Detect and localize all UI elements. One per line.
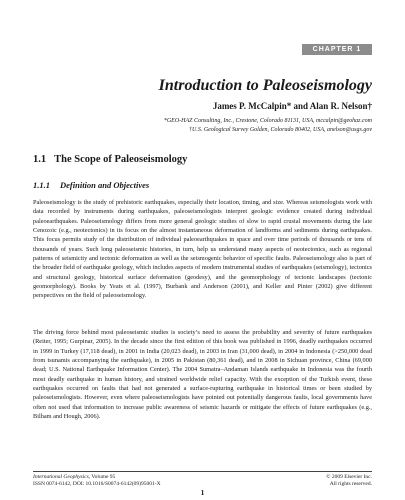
section-heading [33, 154, 187, 165]
journal-name: International Geophysics [33, 474, 89, 480]
author-line: James P. McCalpin* and Alan R. Nelson† [212, 101, 372, 111]
copyright-line: © 2009 Elsevier Inc. [326, 474, 372, 480]
journal-volume: , Volume 95 [88, 474, 116, 480]
footer-citation [33, 474, 161, 488]
body-paragraph-2: The driving force behind most paleoseismic studies is society’s need to assess the probability and severity of future earthquakes (Reiter, 1995; Gurpinar, 2005). In the decade since the first edition of this book was published in 1996, deadly earthquakes occurred in 1999 in Turkey (17,118 dead), in 2001 in India (20,023 dead), in 2003 in Iran (31,000 dead), in 2004 in Indonesia (>250,000 dead from tsunamis accompanying the earthquake), in 2005 in Pakistan (80,361 dead), and in 2008 in Sichuan province, China (69,000 dead; U.S. National Earthquake Information Center). The 2004 Sumatra–Andaman Islands earthquake in Indonesia was the fourth most deadly earthquake in human history, and strained worldwide relief capacity. With the exception of the Turkish event, these earthquakes occurred on faults that had not generated a surface-rupturing earthquake in historical times or been studied by paleoseismologists. However, even where paleoseismologists have pointed out potentially dangerous faults, local governments have often not used that information to increase public awareness of seismic hazards or mitigate the effects of future earthquakes (e.g., Bilham and Hough, 2006). [33, 329, 372, 421]
section-number: 1.1 [33, 154, 47, 165]
section-title-text: The Scope of Paleoseismology [54, 154, 188, 165]
subsection-title-text: Definition and Objectives [60, 180, 150, 190]
footer-journal-line [33, 474, 161, 481]
rights-line: All rights reserved. [329, 481, 372, 487]
footer-divider [33, 471, 372, 472]
page-number: 1 [200, 488, 205, 497]
subsection-heading [33, 180, 149, 190]
chapter-badge: CHAPTER 1 [302, 44, 372, 55]
subsection-number: 1.1.1 [33, 180, 50, 190]
affiliation-1: *GEO-HAZ Consulting, Inc., Crestone, Colorado 81131, USA, mccalpin@geohaz.com [163, 118, 372, 124]
body-paragraph-1: Paleoseismology is the study of prehistoric earthquakes, especially their location, timing, and size. Whereas seismologists work with data recorded by instruments during earthquakes, paleoseismologists interpret geologic evidence created during individual paleoearthquakes. Paleoseismology differs from more general geologic studies of slow to rapid crustal movements during the late Cenozoic (e.g., neotectonics) in its focus on the almost instantaneous deformation of landforms and sediments during earthquakes. This focus permits study of the distribution of individual paleoearthquakes in space and over time periods of thousands or tens of thousands of years. Such long paleoseismic histories, in turn, help us understand many aspects of neotectonics, such as regional patterns of seismicity and tectonic deformation as well as the seismogenic behavior of specific faults. Paleoseismology also is part of the broader field of earthquake geology, which includes aspects of modern instrumental studies of earthquakes (seismology), tectonics and structural geology, historical surface deformation (geodesy), and the geomorphology of tectonic landscapes (tectonic geomorphology). Books by Yeats et al. (1997), Burbank and Anderson (2001), and Keller and Pinter (2002) give different perspectives on the field of paleoseismology. [33, 199, 372, 300]
footer-issn-doi: ISSN 0074-6142, DOI: 10.1016/S0074-6142(09)95001-X [33, 481, 161, 487]
chapter-title: Introduction to Paleoseismology [158, 77, 372, 94]
affiliation-2: †U.S. Geological Survey Golden, Colorado 80402, USA, anelson@usgs.gov [189, 127, 372, 133]
footer-copyright [326, 474, 372, 488]
